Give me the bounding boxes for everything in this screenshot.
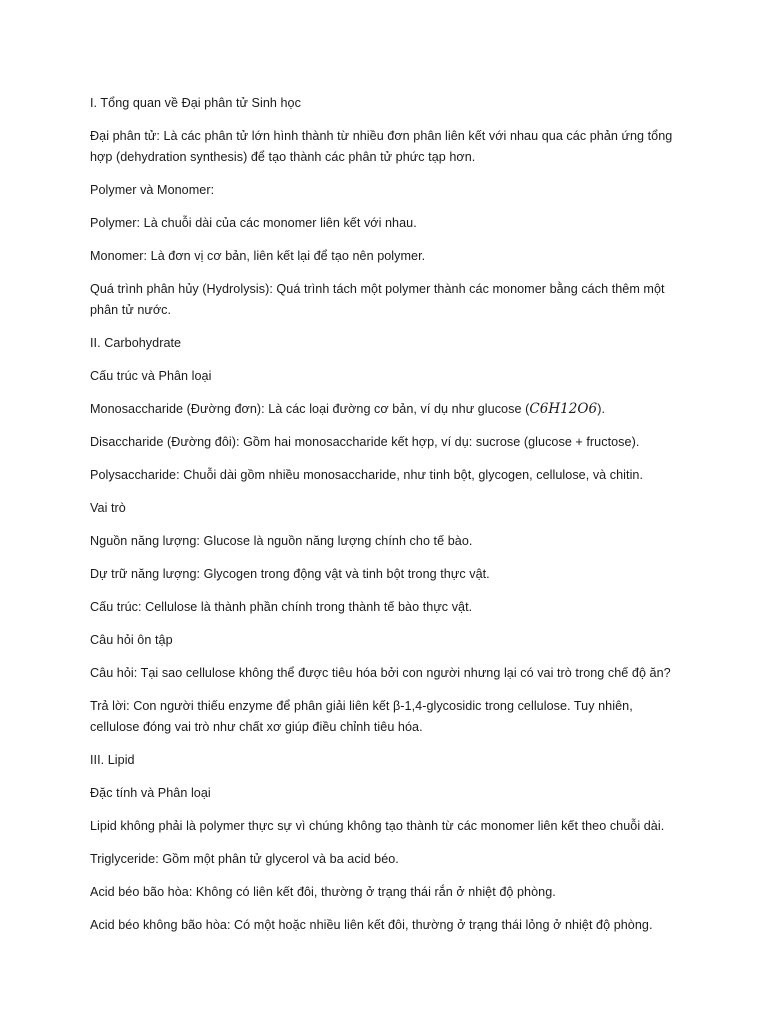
disaccharide-paragraph: Disaccharide (Đường đôi): Gồm hai monosaccharide kết hợp, ví dụ: sucrose (glucose + fructose). [90,435,640,449]
lipid-not-polymer-paragraph: Lipid không phải là polymer thực sự vì chúng không tạo thành từ các monomer liên kết theo chuỗi dài. [90,819,665,833]
subheading-role: Vai trò [90,501,126,515]
triglyceride-paragraph: Triglyceride: Gồm một phân tử glycerol và ba acid béo. [90,852,399,866]
subheading-polymer-monomer: Polymer và Monomer: [90,183,215,197]
review-question: Câu hỏi: Tại sao cellulose không thể được tiêu hóa bởi con người nhưng lại có vai trò trong chế độ ăn? [90,666,671,680]
review-answer: Trả lời: Con người thiếu enzyme để phân giải liên kết β-1,4-glycosidic trong cellulose. Tuy nhiên, cellulose đóng vai trò như chất xơ giúp điều chỉnh tiêu hóa. [90,699,633,734]
structure-paragraph: Cấu trúc: Cellulose là thành phần chính trong thành tế bào thực vật. [90,600,473,614]
monosaccharide-text: Monosaccharide (Đường đơn): Là các loại đường cơ bản, ví dụ như glucose ( [90,402,530,416]
saturated-fatty-acid-paragraph: Acid béo bão hòa: Không có liên kết đôi, thường ở trạng thái rắn ở nhiệt độ phòng. [90,885,556,899]
monomer-definition: Monomer: Là đơn vị cơ bản, liên kết lại để tạo nên polymer. [90,249,426,263]
subheading-review-questions: Câu hỏi ôn tập [90,633,173,647]
energy-storage-paragraph: Dự trữ năng lượng: Glycogen trong động vật và tinh bột trong thực vật. [90,567,490,581]
unsaturated-fatty-acid-paragraph: Acid béo không bão hòa: Có một hoặc nhiều liên kết đôi, thường ở trạng thái lỏng ở nhiệt độ phòng. [90,918,653,932]
subheading-properties-classification: Đặc tính và Phân loại [90,786,211,800]
polysaccharide-paragraph: Polysaccharide: Chuỗi dài gồm nhiều monosaccharide, như tinh bột, glycogen, cellulose, và chitin. [90,468,644,482]
energy-source-paragraph: Nguồn năng lượng: Glucose là nguồn năng lượng chính cho tế bào. [90,534,473,548]
glucose-formula: C6H12O6 [529,401,598,417]
section-heading-carbohydrate: II. Carbohydrate [90,336,182,350]
monosaccharide-text-end: ). [597,402,605,416]
section-heading-overview: I. Tổng quan về Đại phân tử Sinh học [90,96,301,110]
document-page [90,93,678,948]
hydrolysis-definition: Quá trình phân hủy (Hydrolysis): Quá trình tách một polymer thành các monomer bằng cách thêm một phân tử nước. [90,282,665,317]
macromolecule-definition: Đại phân tử: Là các phân tử lớn hình thành từ nhiều đơn phân liên kết với nhau qua các phản ứng tổng hợp (dehydration synthesis) để tạo thành các phân tử phức tạp hơn. [90,129,673,164]
monosaccharide-paragraph [90,399,678,420]
polymer-definition: Polymer: Là chuỗi dài của các monomer liên kết với nhau. [90,216,417,230]
section-heading-lipid: III. Lipid [90,753,135,767]
subheading-structure-classification: Cấu trúc và Phân loại [90,369,212,383]
